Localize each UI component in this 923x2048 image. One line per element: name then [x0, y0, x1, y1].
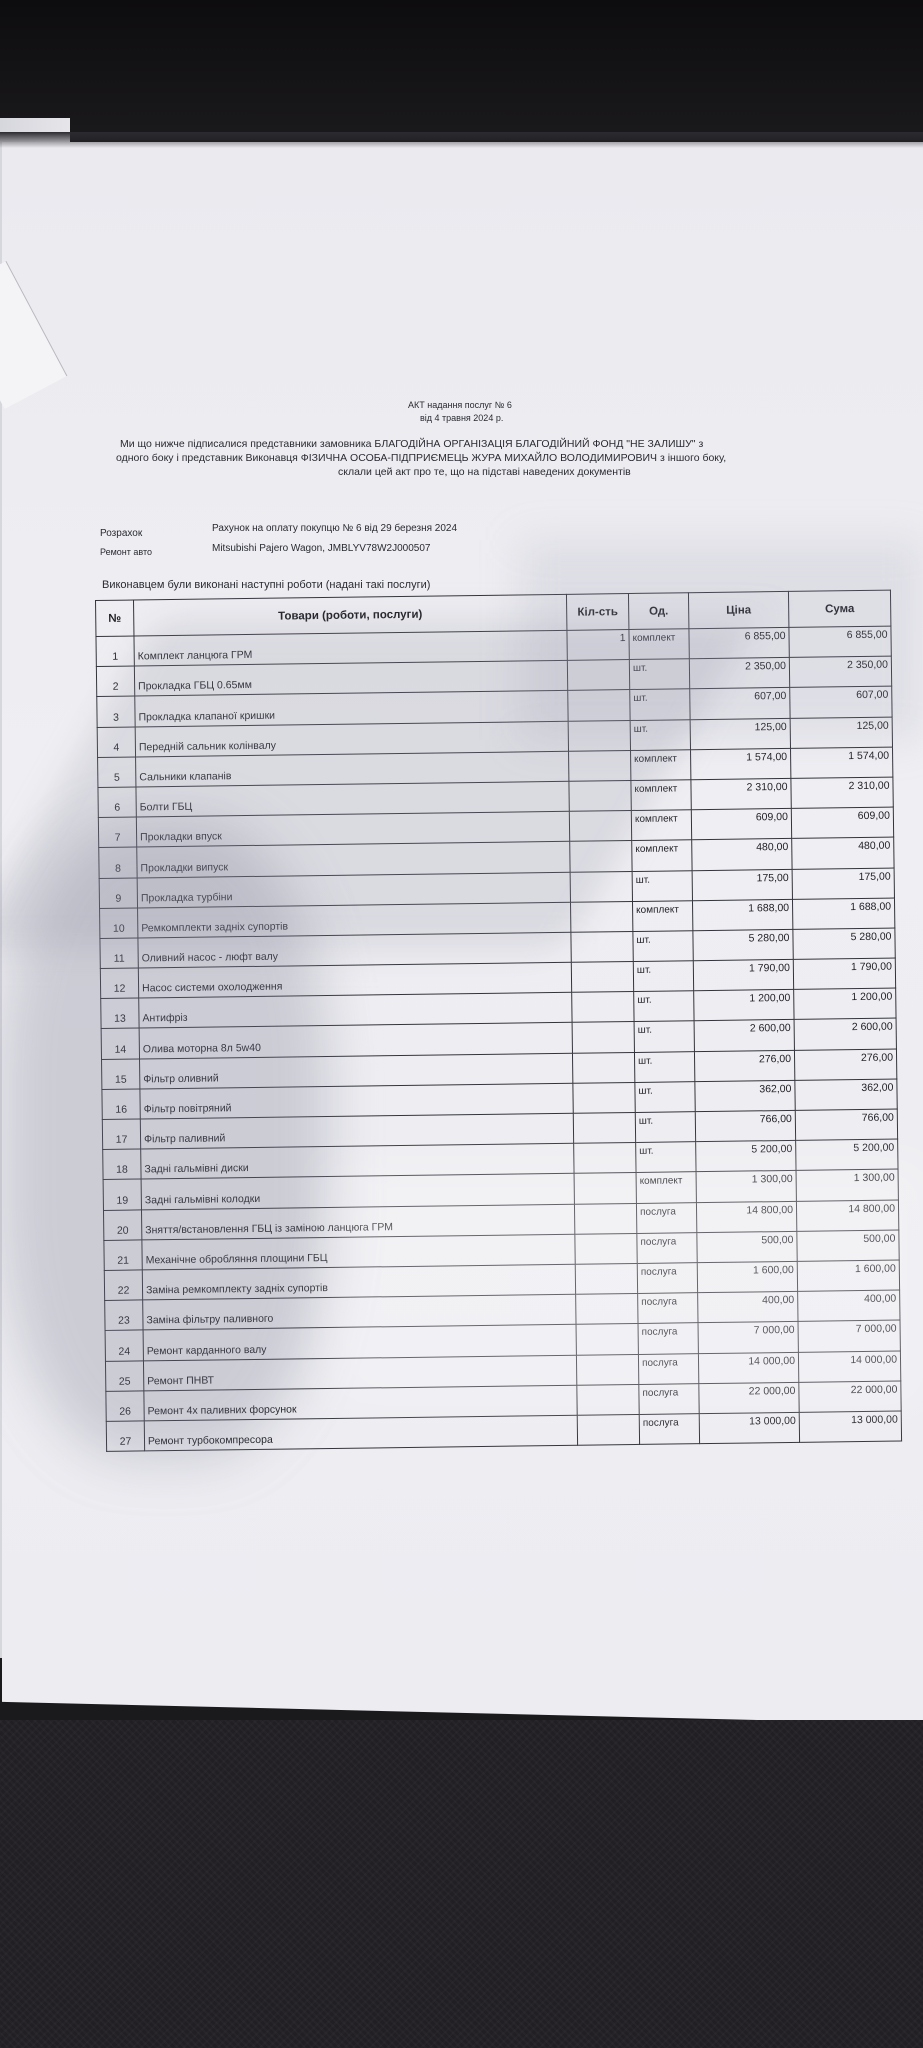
cell-name: Ремонт карданного валу [143, 1325, 576, 1361]
cell-num: 27 [106, 1421, 144, 1452]
cell-unit: комплект [631, 810, 691, 841]
cell-qty [569, 811, 631, 842]
cell-unit: комплект [631, 780, 691, 811]
cell-num: 5 [98, 757, 136, 788]
cell-qty [573, 1082, 635, 1113]
cell-unit: шт. [636, 1142, 696, 1173]
cell-price: 1 574,00 [691, 748, 791, 779]
cell-name: Антифріз [139, 993, 572, 1029]
cell-sum: 5 280,00 [793, 928, 895, 960]
cell-name: Ремонт турбокомпресора [144, 1415, 577, 1451]
cell-qty [568, 690, 630, 721]
works-heading: Виконавцем були виконані наступні роботи (надані такі послуги) [102, 579, 431, 591]
cell-name: Болти ГБЦ [136, 781, 569, 817]
intro-line-2: одного боку і представник Виконавця ФІЗИЧНА ОСОБА-ПІДПРИЄМЕЦЬ ЖУРА МИХАЙЛО ВОЛОДИМИРОВИЧ з іншого боку, [116, 452, 727, 464]
cell-qty [571, 962, 633, 993]
cell-price: 14 000,00 [698, 1352, 798, 1383]
cell-num: 19 [103, 1179, 141, 1210]
cell-qty [577, 1414, 639, 1445]
cell-num: 2 [96, 666, 134, 697]
intro-line-3: склали цей акт про те, що на підставі наведених документів [338, 466, 631, 478]
cell-name: Заміна фільтру паливного [143, 1294, 576, 1330]
cell-unit: шт. [634, 1051, 694, 1082]
cell-sum: 766,00 [795, 1109, 897, 1141]
cell-price: 362,00 [695, 1080, 795, 1111]
cell-price: 2 600,00 [694, 1020, 794, 1051]
cell-num: 11 [100, 938, 138, 969]
cell-unit: послуга [637, 1263, 697, 1294]
cell-unit: шт. [630, 719, 690, 750]
cell-name: Фільтр оливний [140, 1053, 573, 1089]
cell-qty [574, 1173, 636, 1204]
cell-price: 607,00 [690, 688, 790, 719]
cell-name: Сальники клапанів [136, 751, 569, 787]
cell-name: Фільтр паливний [140, 1113, 573, 1149]
cell-unit: послуга [639, 1383, 699, 1414]
cell-sum: 1 688,00 [792, 898, 894, 930]
cell-qty [570, 841, 632, 872]
cell-sum: 609,00 [791, 807, 893, 839]
cell-qty [573, 1112, 635, 1143]
cell-qty [574, 1203, 636, 1234]
cell-unit: комплект [636, 1172, 696, 1203]
cell-qty [572, 992, 634, 1023]
cell-name: Ремонт 4х паливних форсунок [144, 1385, 577, 1421]
cell-sum: 2 310,00 [791, 777, 893, 809]
cell-qty [567, 660, 629, 691]
cell-price: 766,00 [695, 1110, 795, 1141]
cell-sum: 500,00 [797, 1230, 899, 1262]
cell-unit: комплект [631, 749, 691, 780]
cell-unit: послуга [639, 1414, 699, 1445]
cell-sum: 1 790,00 [793, 958, 895, 990]
cell-price: 2 310,00 [691, 778, 791, 809]
cell-sum: 2 600,00 [794, 1018, 896, 1050]
cell-num: 12 [100, 968, 138, 999]
cell-name: Насос системи охолодження [138, 962, 571, 998]
cell-name: Заміна ремкомплекту задніх супортів [142, 1264, 575, 1300]
cell-unit: шт. [629, 659, 689, 690]
document-title: АКТ надання послуг № 6 [408, 400, 512, 410]
cell-sum: 22 000,00 [799, 1381, 901, 1413]
cell-num: 14 [101, 1028, 139, 1059]
document-date: від 4 травня 2024 р. [420, 413, 504, 423]
cell-num: 13 [101, 998, 139, 1029]
cell-sum: 5 200,00 [796, 1139, 898, 1171]
basis-label: Розрахок [100, 528, 143, 539]
cell-sum: 400,00 [798, 1290, 900, 1322]
cell-unit: послуга [638, 1323, 698, 1354]
cell-num: 20 [103, 1210, 141, 1241]
cell-num: 8 [99, 847, 137, 878]
cell-sum: 480,00 [792, 837, 894, 869]
fabric-background-bottom [0, 1720, 923, 2048]
cell-num: 18 [103, 1149, 141, 1180]
cell-qty [569, 780, 631, 811]
cell-name: Прокладка клапаної кришки [135, 691, 568, 727]
cell-qty [570, 901, 632, 932]
cell-qty [575, 1263, 637, 1294]
cell-qty [572, 1052, 634, 1083]
cell-name: Передній сальник колінвалу [135, 721, 568, 757]
repair-label: Ремонт авто [100, 547, 153, 557]
cell-unit: послуга [636, 1202, 696, 1233]
cell-name: Олива моторна 8л 5w40 [139, 1023, 572, 1059]
header-num: № [96, 600, 134, 636]
cell-qty [576, 1354, 638, 1385]
cell-unit: шт. [632, 870, 692, 901]
cell-name: Ремкомплекти задніх супортів [138, 902, 571, 938]
cell-num: 1 [96, 636, 134, 667]
cell-sum: 7 000,00 [798, 1320, 900, 1352]
cell-num: 4 [97, 727, 135, 758]
cell-price: 1 200,00 [694, 990, 794, 1021]
intro-line-1: Ми що нижче підписалися представники замовника БЛАГОДІЙНА ОРГАНІЗАЦІЯ БЛАГОДІЙНИЙ ФОНД "НЕ ЗАЛИШУ" з [120, 438, 704, 450]
cell-price: 125,00 [690, 718, 790, 749]
cell-qty [577, 1384, 639, 1415]
cell-num: 17 [102, 1119, 140, 1150]
dark-background-top [0, 0, 923, 150]
cell-unit: комплект [632, 840, 692, 871]
cell-name: Фільтр повітряний [140, 1083, 573, 1119]
cell-qty [571, 931, 633, 962]
cell-unit: послуга [638, 1353, 698, 1384]
cell-sum: 362,00 [795, 1079, 897, 1111]
cell-sum: 1 200,00 [794, 988, 896, 1020]
cell-price: 1 600,00 [697, 1261, 797, 1292]
cell-sum: 14 000,00 [798, 1351, 900, 1383]
cell-sum: 1 600,00 [797, 1260, 899, 1292]
cell-sum: 13 000,00 [799, 1411, 901, 1443]
cell-num: 23 [105, 1300, 143, 1331]
cell-num: 21 [104, 1240, 142, 1271]
cell-qty [569, 750, 631, 781]
cell-num: 6 [98, 787, 136, 818]
header-qty: Кіл-сть [566, 594, 628, 631]
cell-price: 500,00 [697, 1231, 797, 1262]
cell-sum: 607,00 [790, 686, 892, 718]
cell-name: Ремонт ПНВТ [143, 1355, 576, 1391]
cell-price: 276,00 [694, 1050, 794, 1081]
cell-unit: шт. [634, 991, 694, 1022]
cell-price: 13 000,00 [699, 1412, 799, 1443]
cell-price: 6 855,00 [689, 627, 789, 658]
cell-qty: 1 [567, 630, 629, 661]
cell-price: 1 300,00 [696, 1171, 796, 1202]
cell-sum: 14 800,00 [796, 1200, 898, 1232]
cell-sum: 276,00 [794, 1049, 896, 1081]
cell-num: 25 [105, 1360, 143, 1391]
cell-sum: 1 574,00 [790, 747, 892, 779]
cell-name: Механічне обробляння площини ГБЦ [142, 1234, 575, 1270]
cell-price: 5 200,00 [696, 1141, 796, 1172]
cell-name: Прокладки впуск [136, 811, 569, 847]
cell-num: 15 [102, 1059, 140, 1090]
cell-sum: 1 300,00 [796, 1169, 898, 1201]
basis-value: Рахунок на оплату покупцю № 6 від 29 березня 2024 [212, 523, 458, 534]
cell-num: 7 [98, 817, 136, 848]
cell-name: Прокладка турбіни [137, 872, 570, 908]
cell-unit: шт. [635, 1112, 695, 1143]
cell-unit: послуга [638, 1293, 698, 1324]
cell-qty [576, 1324, 638, 1355]
cell-price: 22 000,00 [699, 1382, 799, 1413]
cell-name: Комплект ланцюга ГРМ [134, 630, 567, 666]
paper-top-edge [0, 132, 923, 148]
table-body [96, 626, 902, 1451]
cell-num: 9 [99, 877, 137, 908]
cell-price: 1 790,00 [693, 959, 793, 990]
header-unit: Од. [628, 593, 688, 630]
cell-price: 609,00 [691, 809, 791, 840]
cell-unit: послуга [637, 1232, 697, 1263]
cell-name: Оливний насос - люфт валу [138, 932, 571, 968]
cell-num: 26 [106, 1391, 144, 1422]
cell-price: 2 350,00 [689, 658, 789, 689]
cell-unit: шт. [635, 1082, 695, 1113]
services-table [95, 590, 902, 1452]
cell-name: Зняття/встановлення ГБЦ із заміною ланцюга ГРМ [141, 1204, 574, 1240]
cell-unit: шт. [634, 1021, 694, 1052]
cell-sum: 175,00 [792, 868, 894, 900]
repair-value: Mitsubishi Pajero Wagon, JMBLYV78W2J000507 [212, 543, 431, 554]
cell-sum: 2 350,00 [789, 656, 891, 688]
cell-qty [576, 1294, 638, 1325]
cell-price: 5 280,00 [693, 929, 793, 960]
cell-name: Прокладки випуск [137, 842, 570, 878]
cell-num: 10 [100, 908, 138, 939]
cell-sum: 125,00 [790, 717, 892, 749]
cell-name: Задні гальмівні колодки [141, 1174, 574, 1210]
cell-num: 16 [102, 1089, 140, 1120]
cell-unit: комплект [632, 900, 692, 931]
cell-num: 22 [104, 1270, 142, 1301]
cell-num: 24 [105, 1330, 143, 1361]
cell-price: 400,00 [698, 1291, 798, 1322]
cell-qty [572, 1022, 634, 1053]
services-table-container [95, 590, 902, 1452]
cell-qty [568, 720, 630, 751]
cell-qty [570, 871, 632, 902]
cell-unit: шт. [633, 961, 693, 992]
cell-name: Прокладка ГБЦ 0.65мм [134, 661, 567, 697]
cell-name: Задні гальмівні диски [141, 1143, 574, 1179]
header-name: Товари (роботи, послуги) [134, 594, 567, 636]
header-price: Ціна [688, 591, 788, 628]
cell-price: 175,00 [692, 869, 792, 900]
cell-unit: шт. [630, 689, 690, 720]
cell-qty [574, 1143, 636, 1174]
cell-price: 7 000,00 [698, 1322, 798, 1353]
cell-price: 14 800,00 [696, 1201, 796, 1232]
cell-unit: шт. [633, 931, 693, 962]
cell-qty [575, 1233, 637, 1264]
cell-price: 480,00 [692, 839, 792, 870]
cell-price: 1 688,00 [692, 899, 792, 930]
cell-unit: комплект [629, 629, 689, 660]
cell-num: 3 [97, 696, 135, 727]
cell-sum: 6 855,00 [789, 626, 891, 658]
header-sum: Сума [788, 590, 890, 627]
